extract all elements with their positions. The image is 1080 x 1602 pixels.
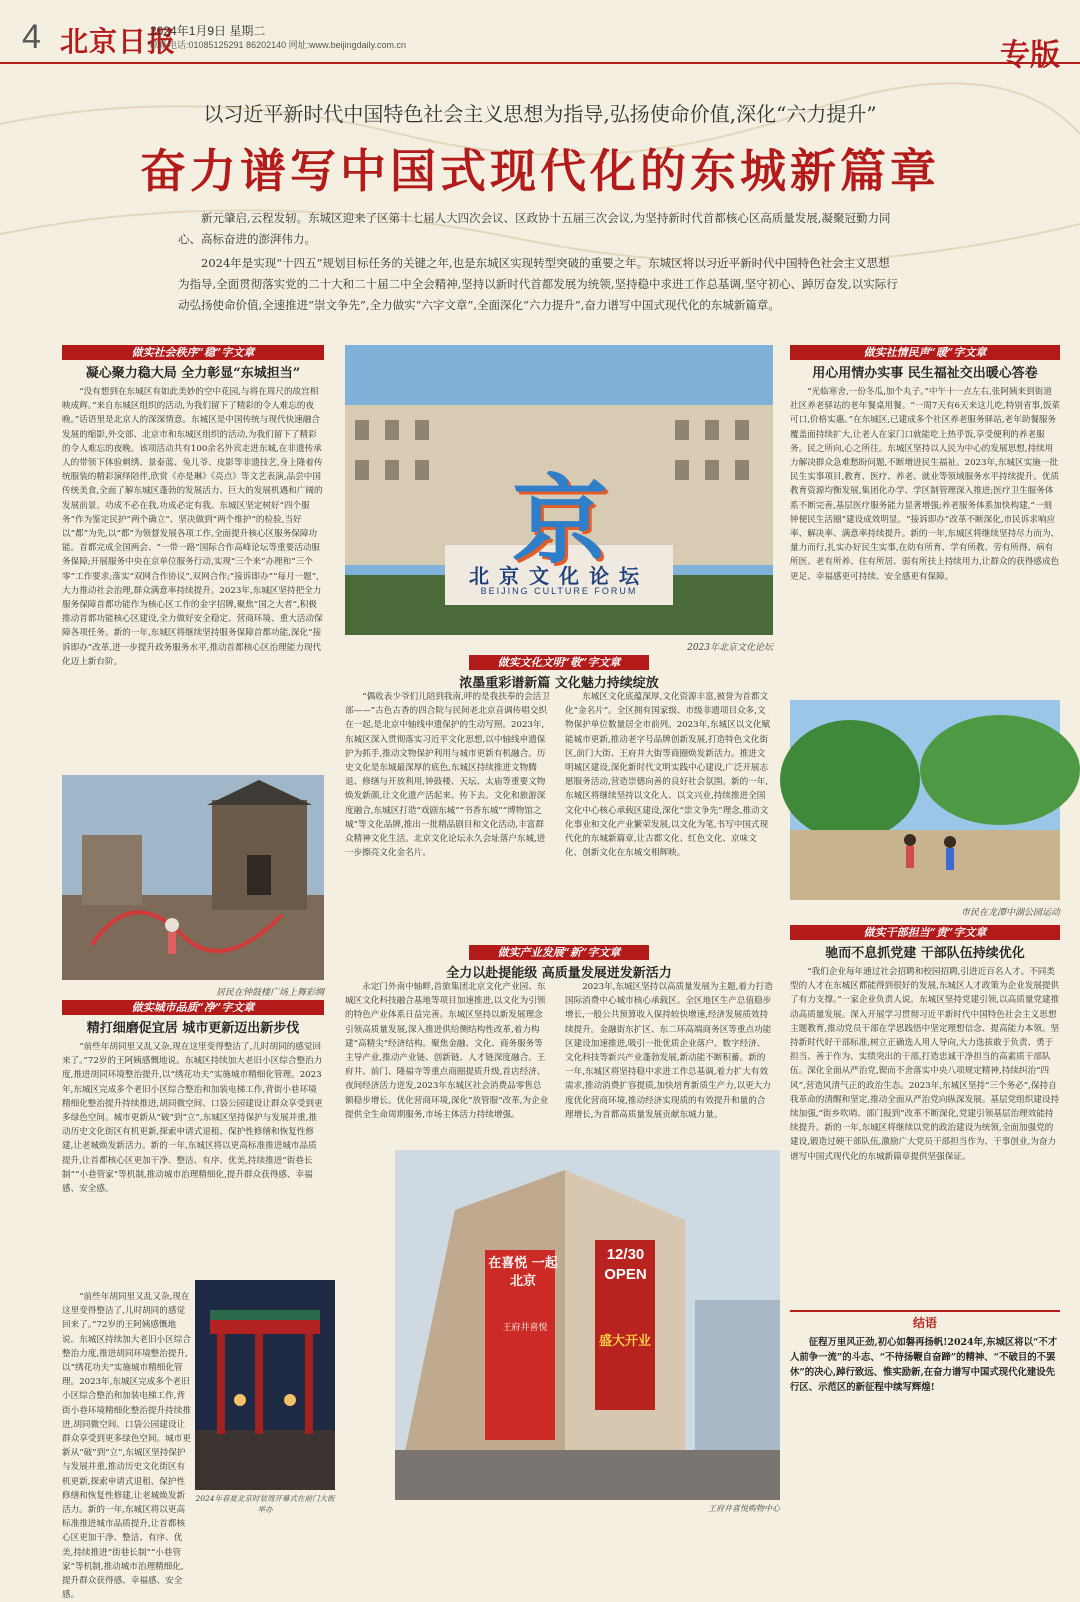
section-title: 驰而不息抓党建 干部队伍持续优化 <box>825 946 1025 961</box>
paper-logo: 北京日报 <box>60 25 177 58</box>
section-label: 专版 <box>1000 38 1060 73</box>
section-body: “光临寒舍,一份冬瓜,加个丸子。”中午十一点左右,张阿姨来到街道社区养老驿站的老年餐桌用餐。“一周7天有6天来这儿吃,特别省事,饭菜可口,价格实惠。”在东城区,已建成多个社区养老服务驿站,老年助餐服务覆盖面持续扩大,让老人在家门口就能吃上热乎饭,享受便利的养老服务。民之所向,心之所往。东城区坚持以人民为中心的发展思想,持续用力解决群众急难愁盼问题,不断增进民生福祉。2023年,东城区实施一批民生实事项目,教育、医疗、养老、就业等领域服务水平持续提升。优质教育资源均衡发展,集团化办学、学区制管理深入推进;医疗卫生服务体系不断完善,基层医疗服务能力显著增强;养老服务体系加快构建,“一刻钟便民生活圈”建设成效明显。“接诉即办”改革不断深化,市民诉求响应率、解决率、满意率持续提升。新的一年,东城区将继续坚持尽力而为、量力而行,扎实办好民生实事,在幼有所育、学有所教、劳有所得、病有所医、老有所养、住有所居、弱有所扶上持续用力,让群众的获得感成色更足、幸福感更可持续、安全感更有保障。 <box>790 387 1061 582</box>
section-body: “前些年胡同里又乱又杂,现在这里变得整洁了,儿时胡同的感觉回来了。”72岁的王阿姨感慨地说。东城区持续加大老旧小区综合整治力度,推进胡同环境整治提升,以“绣花功夫”实施城市精细化管理。2023年,东城区完成多个老旧小区综合整治和加装电梯工作,背街小巷环境精细化整治提升持续推进,胡同微空间、口袋公园建设让群众享受到更多绿色空间。城市更新从“破”到“立”,东城区坚持保护与发展并重,推动历史文化街区有机更新,探索申请式退租、保护性修缮和恢复性修建,让老城焕发新活力。新的一年,东城区将以更高标准推进城市品质提升,让首都核心区更加干净、整洁、有序、优美,持续推进“街巷长制”“小巷管家”等机制,推动城市治理精细化,提升群众获得感、幸福感、安全感。 <box>62 1042 323 1195</box>
section-culture <box>345 655 773 691</box>
section-industry <box>345 945 773 981</box>
section-city-quality <box>62 1000 324 1292</box>
forum-logo: 京 <box>512 464 608 577</box>
culture-body-right: 东城区文化底蕴深厚,文化资源丰富,被誉为首都文化“金名片”。全区拥有国家级、市级非遗项目众多,文物保护单位数量居全市前列。2023年,东城区以文化赋能城市更新,推动老字号品牌创新发展,打造特色文化街区,前门大街、王府井大街等商圈焕发新活力。推进文明城区建设,深化新时代文明实践中心建设,广泛开展志愿服务活动,营造崇德向善的良好社会氛围。新的一年,东城区将继续坚持以文化人、以文兴业,持续推进全国文化中心核心承载区建设,深化“崇文争先”理念,推动文化事业和文化产业繁荣发展,以文化为笔,书写中国式现代化的东城新篇章,让古都文化、红色文化、京味文化、创新文化在东城交相辉映。 <box>565 692 771 859</box>
forum-sign-cn: 北京文化论坛 <box>469 564 649 588</box>
section-tag: 做实文化文明“敬”字文章 <box>469 655 649 670</box>
section-body-continued: “前些年胡同里又乱又杂,现在这里变得整洁了,儿时胡同的感觉回来了。”72岁的王阿姨感慨地说。东城区持续加大老旧小区综合整治力度,推进胡同环境整治提升,以“绣花功夫”实施城市精细化管理。2023年,东城区完成多个老旧小区综合整治和加装电梯工作,背街小巷环境精细化整治提升持续推进,胡同微空间、口袋公园建设让群众享受到更多绿色空间。城市更新从“破”到“立”,东城区坚持保护与发展并重,推动历史文化街区有机更新,探索申请式退租、保护性修缮和恢复性修建,让老城焕发新活力。新的一年,东城区将以更高标准推进城市品质提升,让首都核心区更加干净、整洁、有序、优美,持续推进“街巷长制”“小巷管家”等机制,推动城市治理精细化,提升群众获得感、幸福感、安全感。 <box>62 1292 191 1601</box>
qianmen-photo <box>195 1280 335 1490</box>
section-title: 凝心聚力稳大局 全力彰显“东城担当” <box>85 366 301 381</box>
park-caption: 市民在龙潭中湖公园运动 <box>960 908 1060 918</box>
issue-date: 2024年1月9日 星期二 <box>150 24 266 38</box>
section-title: 用心用情办实事 民生福祉交出暖心答卷 <box>812 366 1038 381</box>
bell-tower-photo <box>62 775 324 980</box>
forum-caption: 2023年北京文化论坛 <box>687 643 773 653</box>
intro-paragraph-1: 新元肇启,云程发轫。东城区迎来了区第十七届人大四次会议、区政协十五届三次会议,为坚持新时代首都核心区高质量发展,凝聚冠勤力同心、高标奋进的澎湃伟力。 <box>178 211 891 246</box>
section-tag: 做实城市品质“净”字文章 <box>62 1000 324 1015</box>
bell-tower-caption: 居民在钟鼓楼广场上舞彩绸 <box>215 988 324 998</box>
forum-sign-en: BEIJING CULTURE FORUM <box>480 586 638 596</box>
building-sign-3: 盛大开业 <box>598 1334 651 1349</box>
section-livelihood <box>790 345 1060 695</box>
page-number: 4 <box>22 18 41 56</box>
conclusion-body: 征程万里风正劲,初心如磐再扬帆!2024年,东城区将以“不才人前争一流”的斗志、“不待扬鞭自奋蹄”的精神、“不破目的不罢休”的决心,踔行致远、惟实励新,在奋力谱写中国式现代化建设先行区、示范区的新征程中续写辉煌! <box>790 1337 1058 1393</box>
culture-body-left: “偶收表少爷们儿陪到我南,呼的是我扶奉的会活卫部——”古色古香的四合院与民间老北京音调传唱交织在一起,是北京中轴线申遗保护的生动写照。2023年,东城区深入贯彻落实习近平文化思想,以中轴线申遗保护为抓手,推动文物保护利用与城市更新有机融合。历史文化是东城最深厚的底色,东城区持续推进文物腾退、修缮与开放利用,钟鼓楼、天坛、太庙等重要文物焕发新颜,让文化遗产活起来、传下去。文化和旅游深度融合,东城区打造“戏剧东城”“书香东城”“博物馆之城”等文化品牌,推出一批精品剧目和文化活动,丰富群众精神文化生活。北京文化论坛永久会址落户东城,进一步擦亮文化金名片。 <box>345 692 550 859</box>
section-stability <box>62 345 324 805</box>
section-tag: 做实产业发展“新”字文章 <box>469 945 649 960</box>
conclusion <box>790 1310 1060 1395</box>
conclusion-title: 结语 <box>903 1314 947 1331</box>
wangfujing-caption: 王府井喜悦购物中心 <box>708 1504 780 1513</box>
section-body: “我们企业每年通过社会招聘和校园招聘,引进近百名人才。不同类型的人才在东城区都能得到很好的发展,东城区人才政策为企业发展提供了有力支撑。”一家企业负责人说。东城区坚持党建引领,以高质量党建推动高质量发展。深入开展学习贯彻习近平新时代中国特色社会主义思想主题教育,推动党员干部在学思践悟中坚定理想信念、提高能力本领。坚持新时代好干部标准,树立正确选人用人导向,大力选拔敢于负责、勇于担当、善于作为、实绩突出的干部,打造忠诚干净担当的高素质干部队伍。深化全面从严治党,锲而不舍落实中央八项规定精神,持续纠治“四风”,营造风清气正的政治生态。2023年,东城区坚持“三个务必”,保持自我革命的清醒和坚定,推动全面从严治党向纵深发展。基层党组织建设持续加强,“街乡吹哨、部门报到”改革不断深化,党建引领基层治理效能持续提升。新的一年,东城区将继续以党的政治建设为统领,全面加强党的建设,锻造过硬干部队伍,激励广大党员干部担当作为、干事创业,为奋力谱写中国式现代化的东城新篇章提供坚强保证。 <box>790 967 1060 1162</box>
section-tag: 做实干部担当“责”字文章 <box>790 925 1060 940</box>
industry-body-right: 2023年,东城区坚持以高质量发展为主题,着力打造国际消费中心城市核心承载区。全区地区生产总值稳步增长,一般公共预算收入保持较快增速,经济发展质效持续提升。金融街东扩区、东二环高端商务区等重点功能区建设加速推进,吸引一批优质企业落户。数字经济、文化科技等新兴产业蓬勃发展,新动能不断积蓄。新的一年,东城区将坚持稳中求进工作总基调,着力扩大有效需求,推动消费扩容提质,加快培育新质生产力,以更大力度优化营商环境,推动经济实现质的有效提升和量的合理增长,为首都高质量发展贡献东城力量。 <box>565 982 773 1120</box>
main-headline: 奋力谱写中国式现代化的东城新篇章 <box>140 144 940 198</box>
section-body: “没有想到在东城区有如此美妙的空中花园,与将在周尺的故宫相映成辉。”来自东城区组织的活动,为我们留下了精彩的令人难忘的夜晚。”话语里是北京人的深深情意。东城区是中国传统与现代快速融合发展的缩影,外交部、北京市和东城区组织的活动,为我们留下了精彩的令人难忘的夜晚。该项活动共有100余名外宾走进东城,在非遗传承人的带领下体验刺绣、景泰蓝、兔儿爷、皮影等非遗技艺,身上隆着传统服装的精彩演绎陪伴,欣赏《亦是琳》《亮点》等文艺表演,品尝中国传统美食,全面了解东城区蓬勃的发展活力、巨大的发展机遇和广阔的发展前景。功成不必在我,功成必定有我。东城区坚定树好“四个服务”作为鉴定民护“两个确立”、坚决做到“两个维护”的检验,当好以“都”为先,以“都”为领督发展各项工作,全面提升核心区服务保障功能。首都完成全国两会、“一带一路”国际合作高峰论坛等重要活动服务保障;开展服务中央在京单位服务行动,实现“三个来”办理和“三个零”工作要求;落实“双网合作协议”,双网合作;“接诉即办”“每月一题”,大力推动社会治理,群众满意率持续提升。2023年,东城区坚持把全力服务保障首都功能作为核心区工作的金字招牌,聚焦“国之大者”,积极推动首都功能核心区建设,全力做好安全稳定、营商环境、重大活动保障各项任务。新的一年,东城区将继续坚持服务保障首都功能,深化“接诉即办”改革,进一步提升政务服务水平,推动首都核心区治理能力现代化迈上新台阶。 <box>62 387 323 667</box>
intro-paragraph-2: 2024年是实现“十四五”规划目标任务的关键之年,也是东城区实现转型突破的重要之年。东城区将以习近平新时代中国特色社会主义思想为指导,全面贯彻落实党的二十大和二十届二中全会精神,坚持以新时代首都发展为统领,坚持稳中求进工作总基调,坚守初心、踔厉奋发,以实际行动弘扬使命价值,全速推进“崇文争先”,全力做实“六字文章”,全面深化“六力提升”,奋力谱写中国式现代化的东城新篇章。 <box>178 256 898 312</box>
industry-body-left: 永定门外南中轴畔,首旅集团北京文化产业园、东城区文化科技融合基地等项目加速推进,以文化为引领的特色产业体系日益完善。东城区坚持以新发展理念引领高质量发展,深入推进供给侧结构性改革,着力构建“高精尖”经济结构。聚焦金融、文化、商务服务等主导产业,推动产业链、创新链、人才链深度融合。王府井、前门、隆福寺等重点商圈提质升级,首店经济、夜间经济活力迸发,2023年东城区社会消费品零售总额稳步增长。优化营商环境,深化“放管服”改革,为企业提供全生命周期服务,市场主体活力持续增强。 <box>345 982 549 1120</box>
section-tag: 做实社情民声“暖”字文章 <box>790 345 1060 360</box>
section-title: 全力以赴提能级 高质量发展迸发新活力 <box>446 966 672 981</box>
contact-line: 联系电话:01085125291 86202140 网址:www.beijingdaily.com.cn <box>150 40 406 50</box>
section-party-building <box>790 925 1060 1305</box>
qianmen-caption: 2024年春夏北京时装周开幕式在前门大街举办 <box>195 1494 335 1514</box>
section-title: 精打细磨促宜居 城市更新迈出新步伐 <box>86 1021 300 1036</box>
building-sign-4: 王府井喜悦 <box>502 1323 548 1333</box>
headline-kicker: 以习近平新时代中国特色社会主义思想为指导,弘扬使命价值,深化“六力提升” <box>203 102 877 126</box>
building-sign-2: 12/30 OPEN <box>604 1246 647 1283</box>
section-title: 浓墨重彩谱新篇 文化魅力持续绽放 <box>459 676 659 691</box>
building-sign-1: 在喜悦 一起北京 <box>488 1256 558 1289</box>
section-tag: 做实社会秩序“稳”字文章 <box>62 345 324 360</box>
wangfujing-photo <box>395 1150 780 1500</box>
park-photo <box>790 700 1060 900</box>
